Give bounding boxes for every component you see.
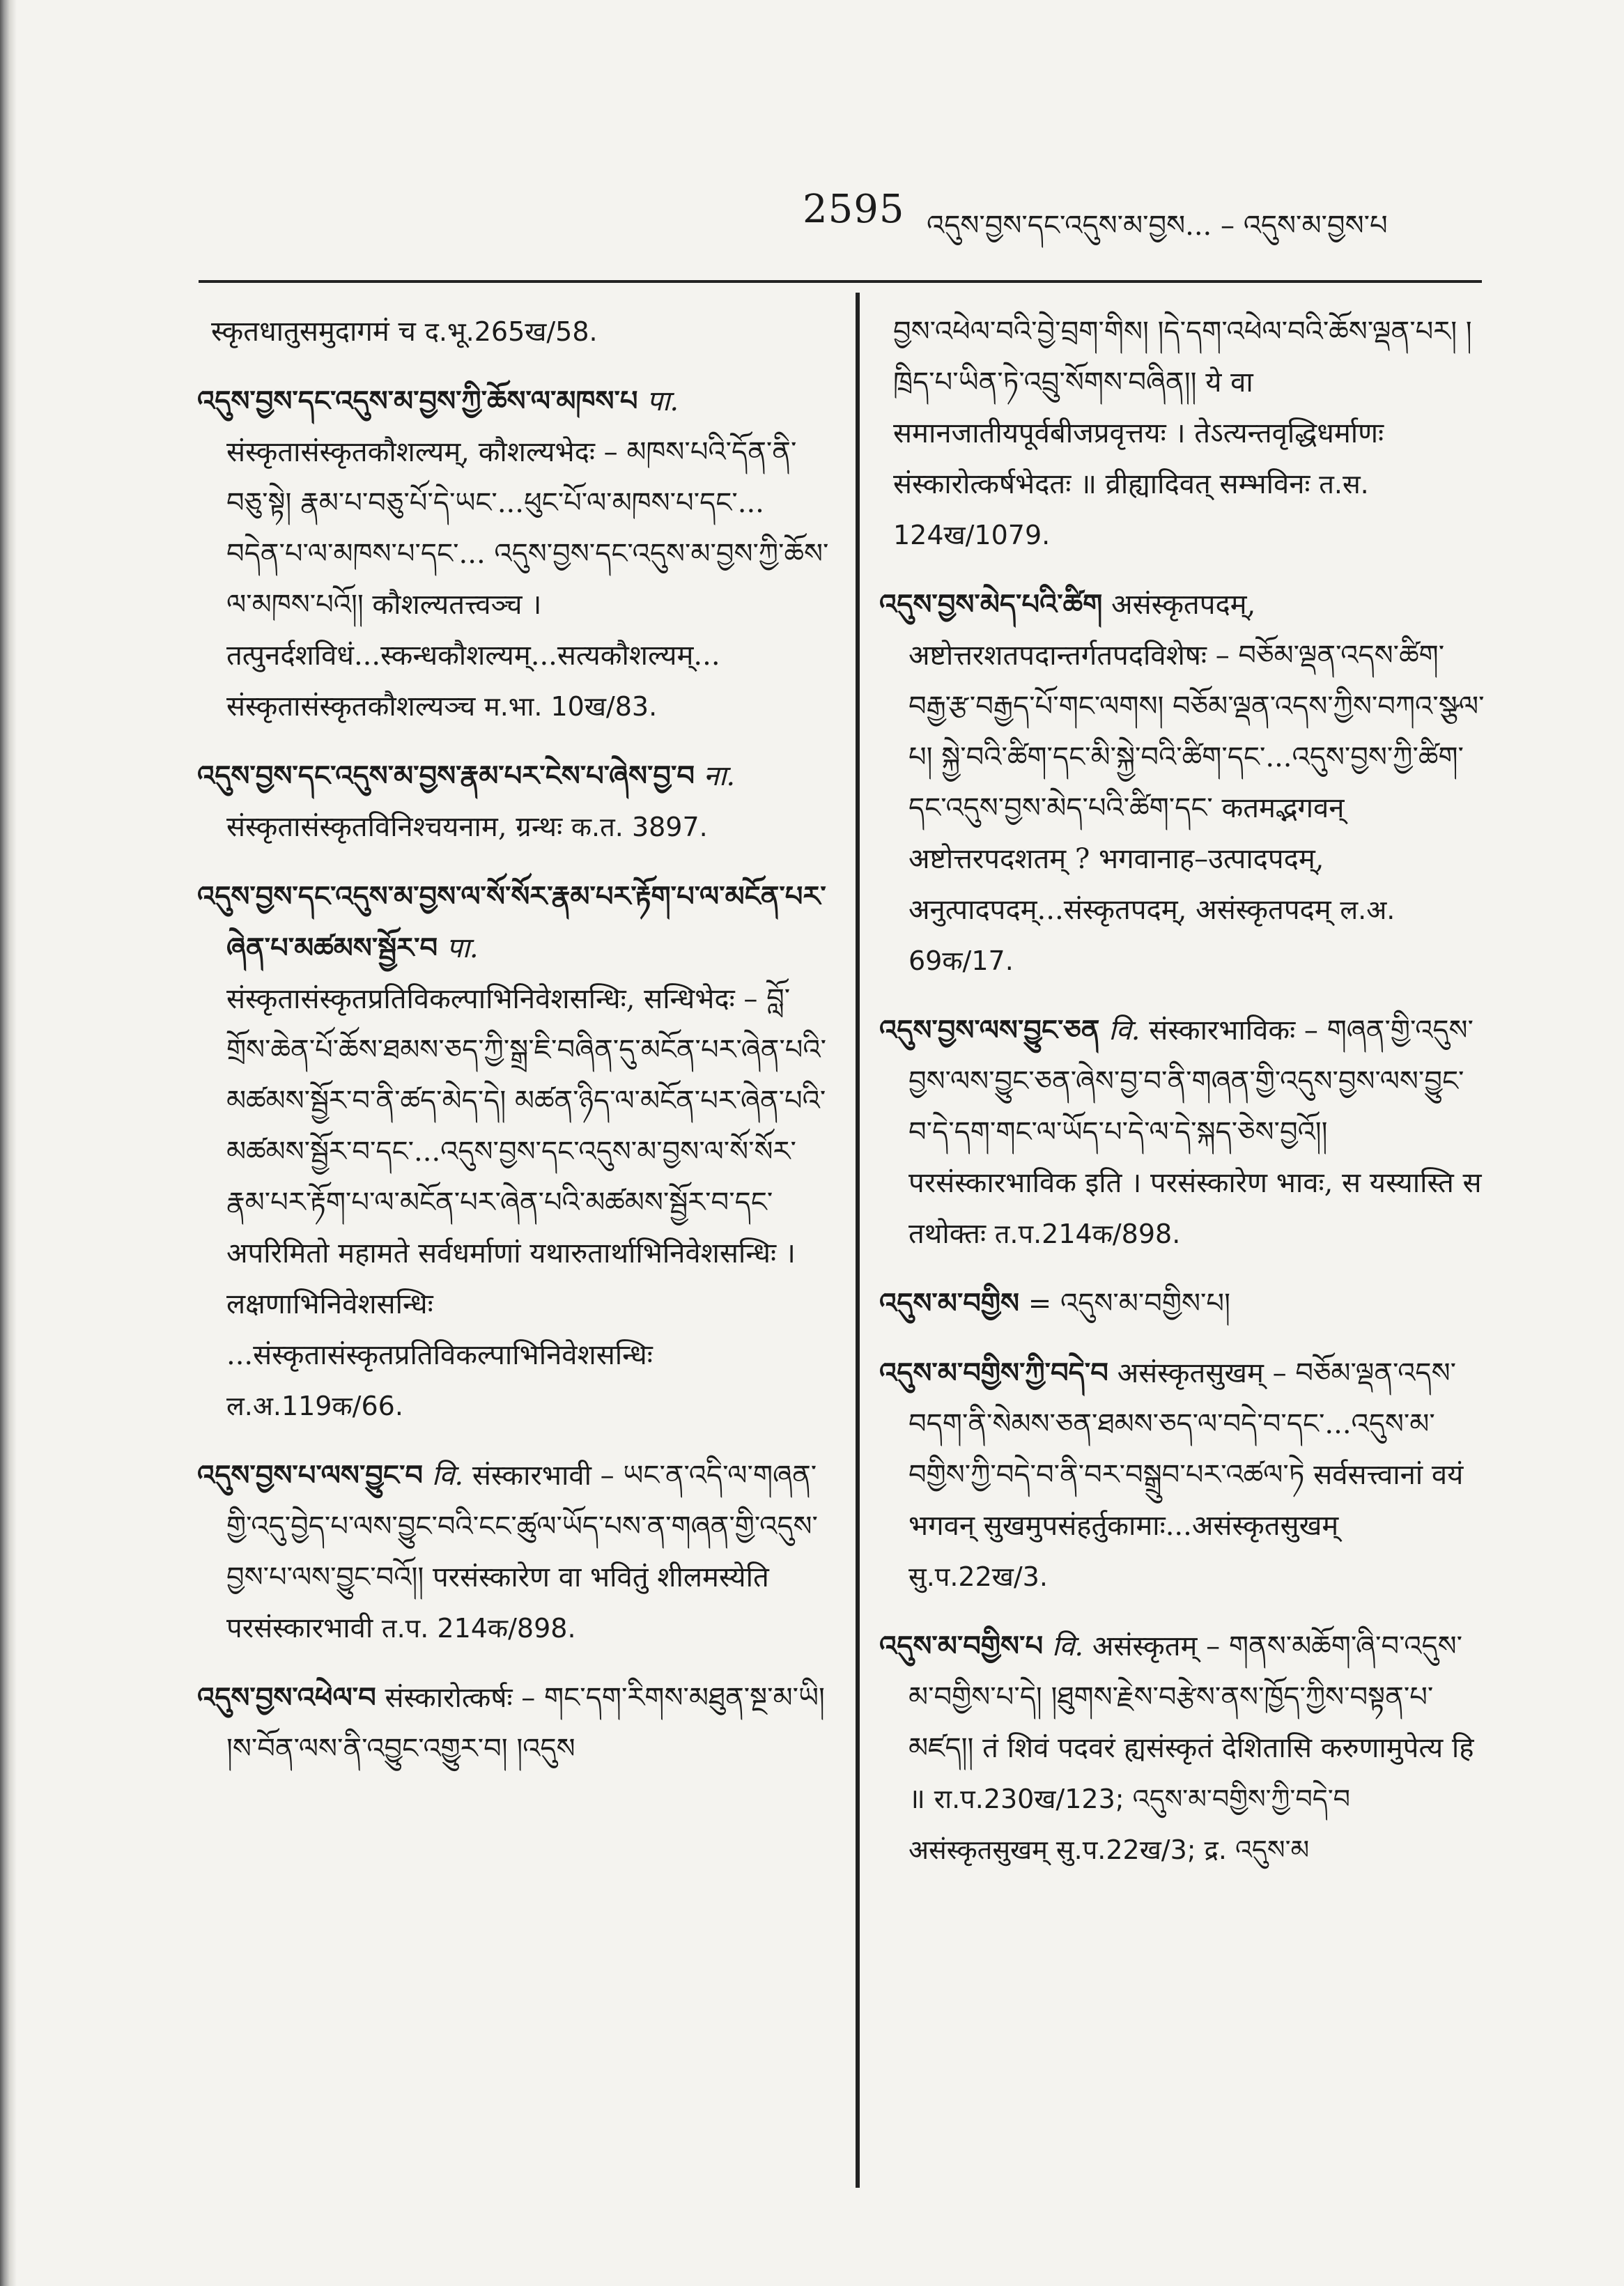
entry-definition: = འདུས་མ་བགྱིས་པ། — [1028, 1288, 1230, 1320]
entry-definition: संस्कृतासंस्कृतविनिश्चयनाम, ग्रन्थः — [226, 811, 563, 843]
entry-grammar-label: वि. — [431, 1460, 464, 1492]
entry-reference: ल.अ.119क/66. — [226, 1391, 403, 1421]
entry-grammar-label: पा. — [647, 385, 679, 417]
dictionary-entry — [879, 1347, 1485, 1602]
entry-headword: འདུས་བྱས་འཕེལ་བ — [197, 1681, 376, 1714]
scan-edge-shadow — [0, 0, 17, 2286]
dictionary-entry — [197, 871, 831, 1432]
entry-headword: འདུས་མ་བགྱིས — [879, 1287, 1020, 1320]
entry-definition: स्कृतधातुसमुदागमं च — [211, 316, 416, 348]
dictionary-entry — [197, 307, 831, 357]
entry-reference: रा.प.230ख/123; འདུས་མ་བགྱིས་ཀྱི་བདེ་བ असंस्कृतसुखम् सु.प.22ख/3; द्र. འདུས་མ — [908, 1784, 1351, 1865]
entry-headword: འདུས་མ་བགྱིས་ཀྱི་བདེ་བ — [879, 1357, 1108, 1389]
entry-definition: असंस्कृतम् – གནས་མཆོག་ཞི་བ་འདུས་མ་བགྱིས་པ་དེ། །ཐུགས་རྗེས་བརྩེས་ནས་ཁྱོད་ཀྱིས་བསྟན་པ་མཛད།། तं शिवं पदवरं ह्यसंस्कृतं देशितासि करुणामुपेत्य हि ॥ — [908, 1630, 1474, 1815]
entry-headword: འདུས་བྱས་དང་འདུས་མ་བྱས་རྣམ་པར་ངེས་པ་ཞེས་བྱ་བ — [197, 759, 695, 792]
entry-definition: བྱས་འཕེལ་བའི་བྱེ་བྲག་གིས། །དེ་དག་འཕེལ་བའི་ཆོས་ལྡན་པར། །ཁྲིད་པ་ཡིན་ཏེ་འབྲུ་སོགས་བཞིན།། ये वा समानजातीयपूर्वबीजप्रवृत्तयः । तेऽत्यन्तवृद्धिधर्माणः संस्कारोत्कर्षभेदतः ॥ व्रीह्यादिवत् सम्भविनः — [893, 316, 1472, 500]
header-rule — [199, 280, 1482, 283]
entry-definition: असंस्कृतसुखम् – བཅོམ་ལྡན་འདས་བདག་ནི་སེམས་ཅན་ཐམས་ཅད་ལ་བདེ་བ་དང་...འདུས་མ་བགྱིས་ཀྱི་བདེ་བ་ནི་བར་བསྒྲུབ་པར་འཚལ་ཏེ सर्वसत्त्वानां वयं भगवन् सुखमुपसंहर्तुकामाः...असंस्कृतसुखम् — [908, 1357, 1464, 1542]
dictionary-entry — [197, 376, 831, 732]
dictionary-entry — [879, 307, 1485, 561]
entry-headword: འདུས་བྱས་མེད་པའི་ཚིག — [879, 588, 1103, 621]
entry-headword: འདུས་བྱས་ལས་བྱུང་ཅན — [879, 1014, 1100, 1047]
dictionary-entry — [879, 1278, 1485, 1329]
dictionary-entry — [197, 1672, 831, 1775]
entry-definition: संस्कारोत्कर्षः – གང་དག་རིགས་མཐུན་སྔ་མ་ཡི། །ས་བོན་ལས་ནི་འབྱུང་འགྱུར་བ། །འདུས — [226, 1682, 825, 1765]
entry-headword: འདུས་བྱས་དང་འདུས་མ་བྱས་ཀྱི་ཆོས་ལ་མཁས་པ — [197, 385, 638, 417]
entry-reference: द.भू.265ख/58. — [424, 316, 598, 347]
running-head: འདུས་བྱས་དང་འདུས་མ་བྱས... – འདུས་མ་བྱས་པ — [927, 210, 1388, 242]
dictionary-entry — [197, 1450, 831, 1654]
right-column — [879, 307, 1485, 1894]
entry-grammar-label: ना. — [703, 760, 736, 792]
entry-reference: त.स. 124ख/1079. — [893, 469, 1369, 550]
entry-grammar-label: वि. — [1051, 1630, 1084, 1662]
entry-definition: असंस्कृतपदम्, अष्टोत्तरशतपदान्तर्गतपदविशेषः – བཅོམ་ལྡན་འདས་ཚིག་བརྒྱ་རྩ་བརྒྱད་པོ་གང་ལགས། བཅོམ་ལྡན་འདས་ཀྱིས་བཀའ་སྩལ་པ། སྐྱེ་བའི་ཚིག་དང་མི་སྐྱེ་བའི་ཚིག་དང་...འདུས་བྱས་ཀྱི་ཚིག་དང་འདུས་བྱས་མེད་པའི་ཚིག་དང་ कतमद्भगवन् अष्टोत्तरपदशतम् ? भगवानाह–उत्पादपदम्, अनुत्पादपदम्...संस्कृतपदम्, असंस्कृतपदम् — [908, 589, 1485, 926]
entry-grammar-label: वि. — [1108, 1014, 1140, 1047]
entry-headword: འདུས་བྱས་དང་འདུས་མ་བྱས་ལ་སོ་སོར་རྣམ་པར་རྟོག་པ་ལ་མངོན་པར་ཞེན་པ་མཚམས་སྦྱོར་བ — [197, 880, 826, 964]
dictionary-entry — [879, 1005, 1485, 1260]
entry-reference: त.प. 214क/898. — [381, 1613, 576, 1644]
entry-definition: संस्कारभाविकः – གཞན་གྱི་འདུས་བྱས་ལས་བྱུང་ཅན་ཞེས་བྱ་བ་ནི་གཞན་གྱི་འདུས་བྱས་ལས་བྱུང་བ་དེ་དག་གང་ལ་ཡོད་པ་དེ་ལ་དེ་སྐད་ཅེས་བྱའོ།། परसंस्कारभाविक इति । परसंस्कारेण भावः, स यस्यास्ति स तथोक्तः — [908, 1014, 1482, 1250]
dictionary-entry — [879, 1621, 1485, 1876]
entry-headword: འདུས་མ་བགྱིས་པ — [879, 1630, 1044, 1662]
entry-headword: འདུས་བྱས་པ་ལས་བྱུང་བ — [197, 1459, 424, 1492]
entry-reference: म.भा. 10ख/83. — [484, 691, 658, 722]
dictionary-entry — [879, 579, 1485, 987]
entry-grammar-label: पा. — [446, 932, 479, 964]
entry-reference: क.त. 3897. — [571, 812, 708, 842]
entry-definition: संस्कृतासंस्कृतकौशल्यम्, कौशल्यभेदः – མཁས་པའི་དོན་ནི་བཅུ་སྟེ། རྣམ་པ་བཅུ་པོ་དེ་ཡང་...ཕུང་པོ་ལ་མཁས་པ་དང་... བདེན་པ་ལ་མཁས་པ་དང་... འདུས་བྱས་དང་འདུས་མ་བྱས་ཀྱི་ཆོས་ལ་མཁས་པའོ།། कौशल्यतत्त्वञ्च । तत्पुनर्दशविधं...स्कन्धकौशल्यम्...सत्यकौशल्यम्... संस्कृतासंस्कृतकौशल्यञ्च — [226, 436, 829, 723]
page-number: 2595 — [803, 187, 905, 232]
column-divider — [856, 293, 860, 2188]
dictionary-entry — [197, 750, 831, 853]
entry-reference: सु.प.22ख/3. — [908, 1561, 1048, 1592]
entry-reference: त.प.214क/898. — [994, 1219, 1181, 1249]
entry-definition: संस्कृतासंस्कृतप्रतिविकल्पाभिनिवेशसन्धिः, सन्धिभेदः – བློ་གྲོས་ཆེན་པོ་ཆོས་ཐམས་ཅད་ཀྱི་སྒྲ་ཇི་བཞིན་དུ་མངོན་པར་ཞེན་པའི་མཚམས་སྦྱོར་བ་ནི་ཚད་མེད་དེ། མཚན་ཉིད་ལ་མངོན་པར་ཞེན་པའི་མཚམས་སྦྱོར་བ་དང་...འདུས་བྱས་དང་འདུས་མ་བྱས་ལ་སོ་སོར་རྣམ་པར་རྟོག་པ་ལ་མངོན་པར་ཞེན་པའི་མཚམས་སྦྱོར་བ་དང་ अपरिमितो महामते सर्वधर्माणां यथारुतार्थाभिनिवेशसन्धिः । लक्षणाभिनिवेशसन्धिः ...संस्कृतासंस्कृतप्रतिविकल्पाभिनिवेशसन्धिः — [226, 983, 827, 1371]
left-column — [197, 307, 831, 1793]
entry-reference: ल.अ. 69क/17. — [908, 895, 1395, 976]
entry-definition: संस्कारभावी – ཡང་ན་འདི་ལ་གཞན་གྱི་འདུ་བྱེད་པ་ལས་བྱུང་བའི་ངང་ཚུལ་ཡོད་པས་ན་གཞན་གྱི་འདུས་བྱས་པ་ལས་བྱུང་བའོ།། परसंस्कारेण वा भवितुं शीलमस्येति परसंस्कारभावी — [226, 1460, 818, 1644]
